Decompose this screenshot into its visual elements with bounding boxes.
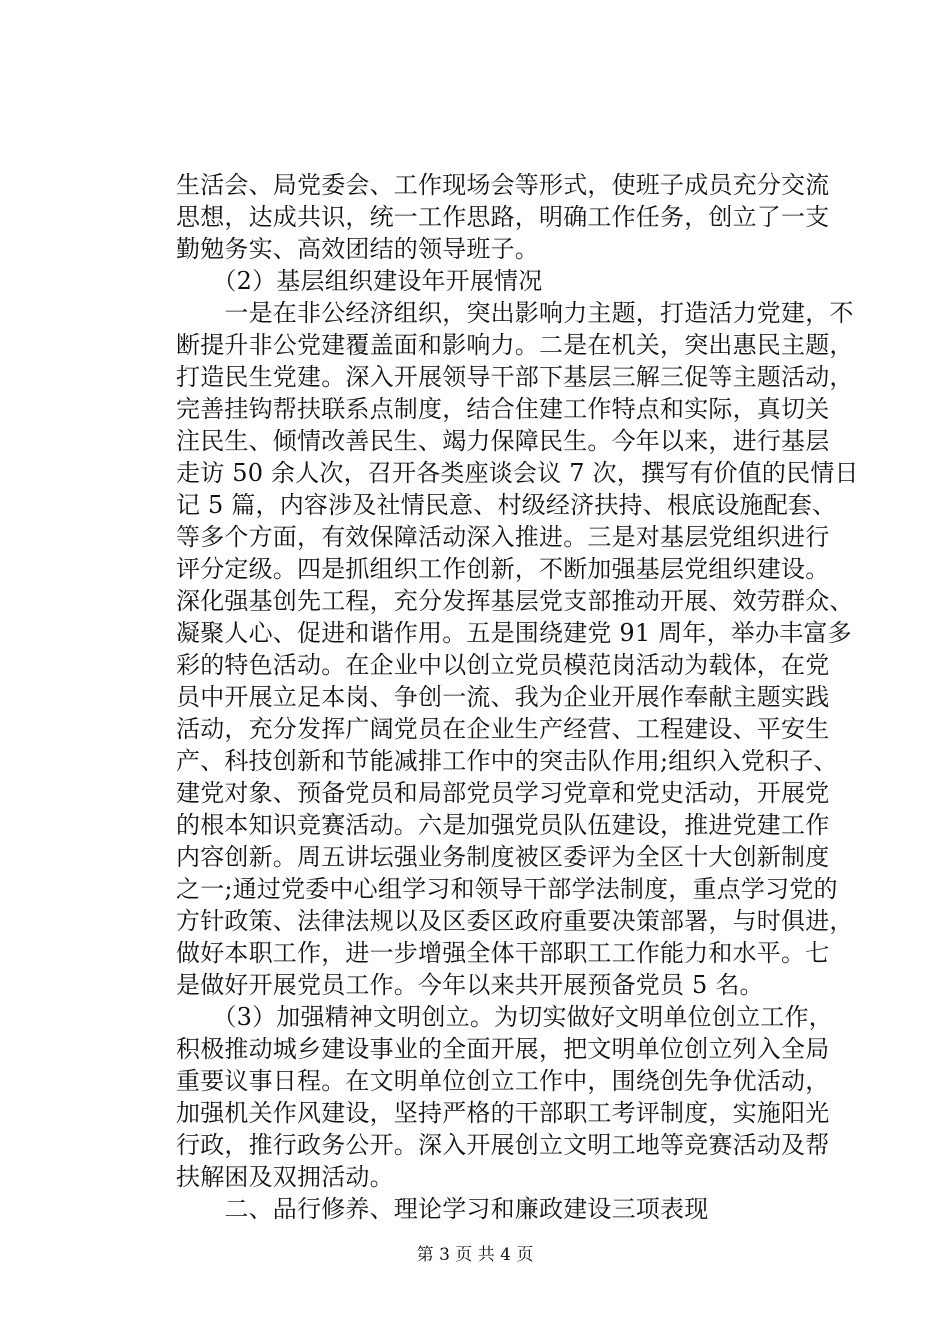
text-line: 一是在非公经济组织，突出影响力主题，打造活力党建，不 [176, 299, 854, 327]
text-line: 扶解困及双拥活动。 [176, 1163, 394, 1191]
text-line: 断提升非公党建覆盖面和影响力。二是在机关，突出惠民主题， [176, 331, 854, 359]
text-line: 加强机关作风建设，坚持严格的干部职工考评制度，实施阳光 [176, 1099, 830, 1127]
text-line: 思想，达成共识，统一工作思路，明确工作任务，创立了一支 [176, 203, 830, 231]
text-line: 是做好开展党员工作。今年以来共开展预备党员 5 名。 [176, 971, 764, 999]
text-line: 员中开展立足本岗、争创一流、我为企业开展作奉献主题实践 [176, 683, 830, 711]
text-line: 凝聚人心、促进和谐作用。五是围绕建党 91 周年，举办丰富多 [176, 619, 852, 647]
text-line: 活动，充分发挥广阔党员在企业生产经营、工程建设、平安生 [176, 715, 830, 743]
section-heading: 二、品行修养、理论学习和廉政建设三项表现 [176, 1195, 709, 1223]
text-line: 走访 50 余人次，召开各类座谈会议 7 次，撰写有价值的民情日 [176, 459, 859, 487]
text-line: 彩的特色活动。在企业中以创立党员模范岗活动为载体，在党 [176, 651, 830, 679]
body-text [176, 169, 859, 1225]
text-line: 产、科技创新和节能减排工作中的突击队作用;组织入党积子、 [176, 747, 838, 775]
section-heading: （2）基层组织建设年开展情况 [176, 267, 543, 295]
text-line: 生活会、局党委会、工作现场会等形式，使班子成员充分交流 [176, 171, 830, 199]
text-line: 打造民生党建。深入开展领导干部下基层三解三促等主题活动， [176, 363, 854, 391]
text-line: 建党对象、预备党员和局部党员学习党章和党史活动，开展党 [176, 779, 830, 807]
text-line: 的根本知识竞赛活动。六是加强党员队伍建设，推进党建工作 [176, 811, 830, 839]
text-line: 方针政策、法律法规以及区委区政府重要决策部署，与时俱进， [176, 907, 854, 935]
text-line: 等多个方面，有效保障活动深入推进。三是对基层党组织进行 [176, 523, 830, 551]
text-line: 积极推动城乡建设事业的全面开展，把文明单位创立列入全局 [176, 1035, 830, 1063]
text-line: 重要议事日程。在文明单位创立工作中，围绕创先争优活动， [176, 1067, 830, 1095]
page-number-footer: 第 3 页 共 4 页 [416, 1245, 534, 1265]
text-line: 记 5 篇，内容涉及社情民意、村级经济扶持、根底设施配套、 [176, 491, 837, 519]
text-line: 注民生、倾情改善民生、竭力保障民生。今年以来，进行基层 [176, 427, 830, 455]
text-line: 之一;通过党委中心组学习和领导干部学法制度，重点学习党的 [176, 875, 838, 903]
text-line: （3）加强精神文明创立。为切实做好文明单位创立工作， [176, 1003, 833, 1031]
text-line: 评分定级。四是抓组织工作创新，不断加强基层党组织建设。 [176, 555, 830, 583]
text-line: 深化强基创先工程，充分发挥基层党支部推动开展、效劳群众、 [176, 587, 854, 615]
text-line: 做好本职工作，进一步增强全体干部职工工作能力和水平。七 [176, 939, 830, 967]
text-line: 内容创新。周五讲坛强业务制度被区委评为全区十大创新制度 [176, 843, 830, 871]
text-line: 行政，推行政务公开。深入开展创立文明工地等竞赛活动及帮 [176, 1131, 830, 1159]
text-line: 完善挂钩帮扶联系点制度，结合住建工作特点和实际，真切关 [176, 395, 830, 423]
text-line: 勤勉务实、高效团结的领导班子。 [176, 235, 539, 263]
